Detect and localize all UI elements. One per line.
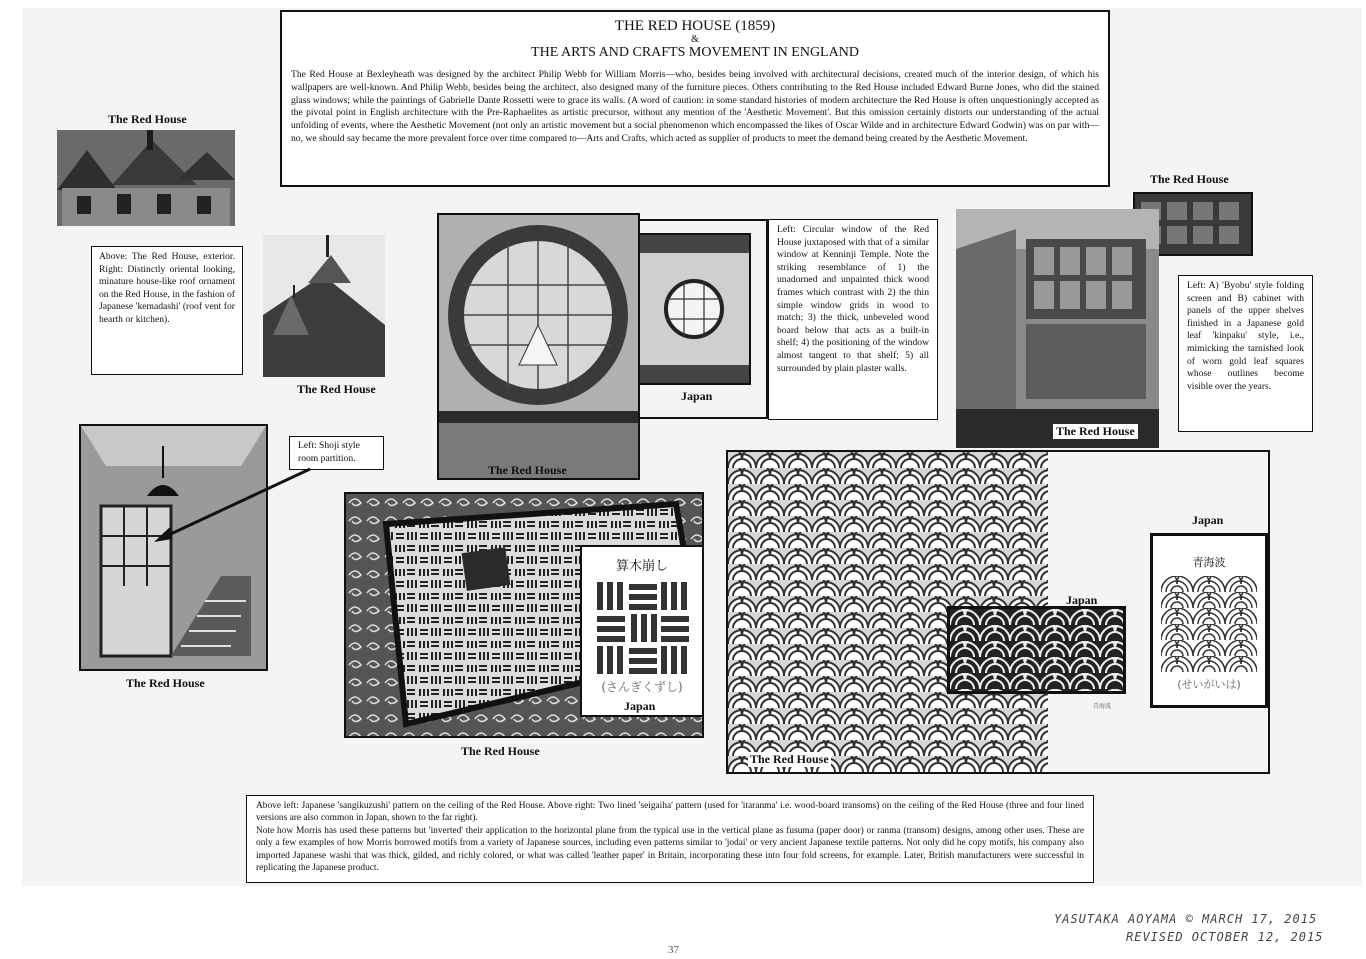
page-number: 37 bbox=[668, 944, 679, 956]
note-byobu: Left: A) 'Byobu' style folding screen and B) cabinet with panels of the upper shelves finished in a Japanese gold leaf 'kinpaku' style, i.e., mimicking the tarnished look of worn gold leaf squares whose outlines become visible over the years. bbox=[1178, 275, 1313, 432]
header-title-1: THE RED HOUSE (1859) bbox=[614, 18, 776, 34]
note-circular-window: Left: Circular window of the Red House juxtaposed with that of a similar window at Kenninji Temple. Note the striking resemblance of 1) the unadorned and unpainted thick wood frames which contrast with 2) the thin simple window grids in wood to match; 3) the thick, unbeveled wood board below that acts as a built-in shelf; 4) the positioning of the window almost tangent to that shelf; 5) all surrounded by plain plaster walls. bbox=[768, 219, 938, 420]
seigaiha-kana-label: (せいがいは) bbox=[1177, 678, 1241, 691]
signature-line-1: YASUTAKA AOYAMA © MARCH 17, 2015 bbox=[1054, 912, 1318, 926]
header-ampersand: & bbox=[691, 34, 699, 45]
seigaiha-pattern-icon bbox=[1161, 576, 1257, 672]
byobu-cabinet-photo bbox=[956, 209, 1159, 448]
sangi-pattern-icon bbox=[593, 578, 691, 676]
header-body: The Red House at Bexleyheath was designed by the architect Philip Webb for William Morris—who, besides being involved with architectural decisions, created much of the interior design, of which his wallpapers are well-known. And Philip Webb, besides being the architect, also designed many of the furniture pieces. Others contributing to the Red House included Edward Burne Jones, who did the stained glass windows; while the paintings of Gabrielle Dante Rossetti were to grace its walls. (A word of caution: in some standard histories of modern architecture the Red House is often unquestioningly accepted as the pivotal point in English architecture with the Pre-Raphaelites as artistic precursor, without any mention of the 'Aesthetic Movement'. But this omission certainly distorts our understanding of the actual unfolding of events, where the Aesthetic Movement (not only an artistic movement but a social phenomenon which encompassed the likes of Oscar Wilde and in architecture Edward Godwin) was on par with—no, we should say became the more prevalent force over time compared to—Arts and Crafts, which acted as supplier of products to meet the demand being created by the Aesthetic Movement. bbox=[291, 69, 1099, 144]
header-box bbox=[280, 10, 1110, 187]
caption-red-house-roof: The Red House bbox=[297, 382, 376, 396]
circular-window-photo bbox=[437, 213, 640, 480]
seigaiha-kanji-label: 青海波 bbox=[1192, 556, 1226, 569]
caption-red-house-circular: The Red House bbox=[488, 463, 567, 477]
note-bottom bbox=[246, 795, 1094, 883]
note-bottom-line1: Above left: Japanese 'sangikuzushi' pattern on the ceiling of the Red House. Above right: Two lined 'seigaiha' pattern (used for 'itaranma' i.e. wood-board transoms) on the ceiling of the Red House (three and four lined versions are also common in Japan, shown to the far right). bbox=[256, 801, 1084, 824]
caption-red-house-cabinet: The Red House bbox=[1053, 424, 1138, 439]
caption-japan-sangi: Japan bbox=[624, 699, 656, 713]
sangi-kana-label: (さんぎくずし) bbox=[601, 680, 683, 694]
caption-red-house-sangi: The Red House bbox=[461, 744, 540, 758]
sangi-pattern-card bbox=[580, 545, 704, 717]
header-title-2: THE ARTS AND CRAFTS MOVEMENT IN ENGLAND bbox=[531, 45, 859, 60]
note-shoji: Left: Shoji style room partition. bbox=[289, 436, 384, 470]
caption-red-house-seigaiha: The Red House bbox=[750, 752, 829, 766]
note-exterior: Above: The Red House, exterior. Right: Distinctly oriental looking, minature house-like roof ornament on the Red House, in the fashion of Japanese 'kemadashi' (roof vent for hearth or kitchen). bbox=[91, 246, 243, 375]
pointer-arrow bbox=[150, 465, 315, 545]
japan-window-frame bbox=[638, 219, 768, 419]
sangi-kanji-label: 算木崩し bbox=[615, 559, 668, 574]
shoji-photo bbox=[79, 424, 268, 671]
caption-japan-window: Japan bbox=[681, 389, 713, 403]
caption-japan-seigaiha-1: Japan bbox=[1066, 593, 1098, 607]
seigaiha-japan-sample bbox=[947, 606, 1126, 694]
note-bottom-line2: Note how Morris has used these patterns but 'inverted' their application to the horizontal plane from the typical use in the vertical plane as fusuma (paper door) or ranma (transom) designs, among other uses. These are only a few examples of how Morris borrowed motifs from a variety of Japanese sources, including even patterns similar to 'jodai' or very ancient Japanese textile patterns. Not only did he copy motifs, his company also imported Japanese washi that was thick, gilded, and richly colored, or what was called 'leather paper' in Britain, incorporating these into four fold screens, for example. Later, British manufacturers were successful in replicating the Japanese product. bbox=[256, 825, 1084, 874]
signature-line-2: REVISED OCTOBER 12, 2015 bbox=[1126, 930, 1324, 944]
red-house-exterior-photo bbox=[57, 130, 235, 226]
seigaiha-small-label: 青海波 bbox=[1093, 703, 1112, 710]
caption-red-house-small: The Red House bbox=[1150, 172, 1229, 186]
caption-red-house-exterior: The Red House bbox=[108, 112, 187, 126]
roof-ornament-photo bbox=[263, 235, 385, 377]
caption-japan-seigaiha-2: Japan bbox=[1192, 513, 1224, 527]
seigaiha-pattern-card bbox=[1150, 533, 1268, 708]
caption-red-house-shoji: The Red House bbox=[126, 676, 205, 690]
